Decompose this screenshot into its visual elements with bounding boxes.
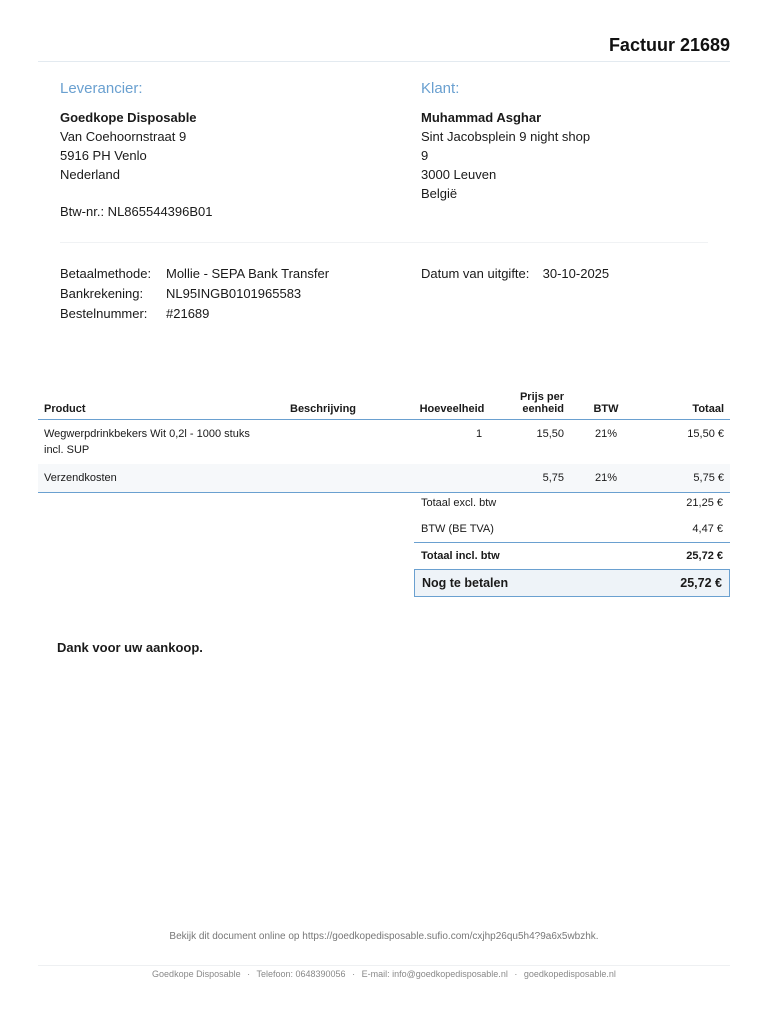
table-row	[38, 464, 730, 493]
payment-method-label: Betaalmethode:	[60, 266, 152, 281]
payment-method-value: Mollie - SEPA Bank Transfer	[166, 266, 330, 281]
table-row	[38, 420, 730, 465]
amount-due-row	[414, 569, 730, 597]
online-link-text[interactable]: Bekijk dit document online op https://goedkopedisposable.sufio.com/cxjhp26qu5h4?9a6x5wbzhk.	[169, 931, 599, 942]
supplier-city: 5916 PH Venlo	[60, 148, 147, 163]
cell-vat: 21%	[570, 464, 642, 493]
footer-phone: Telefoon: 0648390056	[256, 969, 346, 979]
bank-account-label: Bankrekening:	[60, 286, 144, 301]
cell-product: Wegwerpdrinkbekers Wit 0,2l - 1000 stuks incl. SUP	[44, 428, 250, 456]
col-total: Totaal	[642, 378, 730, 420]
thank-you-note: Dank voor uw aankoop.	[57, 640, 203, 655]
table-header-row	[38, 378, 730, 420]
supplier-name: Goedkope Disposable	[60, 110, 197, 125]
section-divider	[60, 242, 708, 243]
supplier-address	[60, 108, 213, 221]
cell-total: 15,50 €	[687, 428, 724, 440]
cell-vat: 21%	[594, 428, 618, 440]
col-description: Beschrijving	[284, 378, 406, 420]
cell-quantity: 1	[475, 428, 483, 440]
issue-date-value: 30-10-2025	[542, 266, 610, 281]
invoice-title: Factuur 21689	[608, 35, 730, 55]
customer-city: 3000 Leuven	[421, 167, 497, 182]
cell-unit-price: 5,75	[498, 464, 570, 493]
total-excl-row: Totaal excl. btw 21,25 €	[421, 497, 723, 509]
supplier-country: Nederland	[60, 167, 120, 182]
customer-country: België	[421, 186, 458, 201]
col-unit-price: Prijs per eenheid	[498, 378, 570, 420]
customer-heading: Klant:	[421, 80, 460, 97]
totals-block	[414, 490, 730, 597]
footer-separator: ·	[247, 969, 251, 979]
header-divider	[38, 61, 730, 62]
footer-email[interactable]: E-mail: info@goedkopedisposable.nl	[361, 969, 508, 979]
issue-date-label: Datum van uitgifte:	[421, 266, 530, 281]
amount-due-label: Nog te betalen	[422, 576, 509, 590]
bank-account-value: NL95INGB0101965583	[166, 286, 302, 301]
col-vat: BTW	[570, 378, 642, 420]
cell-quantity	[406, 464, 498, 493]
footer-divider	[38, 965, 730, 966]
customer-address	[421, 108, 590, 203]
cell-description	[284, 420, 406, 465]
supplier-vat-number: Btw-nr.: NL865544396B01	[60, 204, 213, 219]
footer	[0, 969, 768, 979]
customer-line1: Sint Jacobsplein 9 night shop	[421, 129, 591, 144]
supplier-heading: Leverancier:	[60, 80, 143, 97]
col-quantity: Hoeveelheid	[406, 378, 498, 420]
vat-row: BTW (BE TVA) 4,47 €	[421, 523, 723, 535]
footer-website[interactable]: goedkopedisposable.nl	[523, 969, 616, 979]
items-table	[38, 378, 730, 493]
cell-unit-price: 15,50	[536, 428, 564, 440]
total-incl-row: Totaal incl. btw 25,72 €	[414, 542, 730, 569]
cell-product: Verzendkosten	[38, 464, 284, 493]
order-number-label: Bestelnummer:	[60, 306, 148, 321]
issue-date	[421, 264, 609, 284]
col-product: Product	[38, 378, 284, 420]
customer-name: Muhammad Asghar	[421, 110, 542, 125]
footer-separator: ·	[352, 969, 356, 979]
cell-total: 5,75 €	[642, 464, 730, 493]
payment-info	[60, 264, 329, 324]
cell-description	[284, 464, 406, 493]
footer-separator: ·	[514, 969, 518, 979]
customer-line2: 9	[421, 148, 429, 163]
order-number-value: #21689	[166, 306, 210, 321]
footer-company: Goedkope Disposable	[152, 969, 241, 979]
amount-due-value: 25,72 €	[680, 576, 722, 590]
supplier-street: Van Coehoornstraat 9	[60, 129, 187, 144]
